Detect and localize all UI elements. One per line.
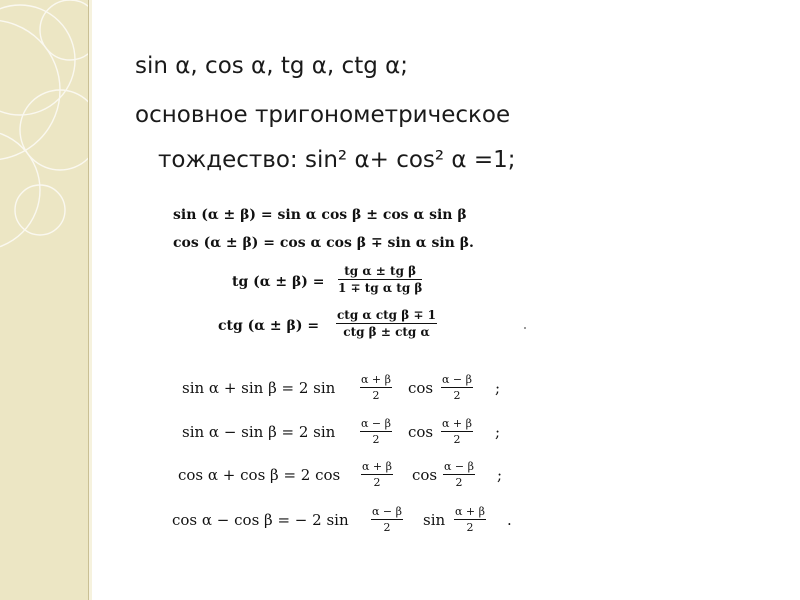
formula-sum-cos-left: cos α + cos β = 2 cos	[178, 466, 341, 484]
tg-numerator: tg α ± tg β	[338, 264, 422, 280]
formula-diff-cos-frac-1	[371, 505, 403, 534]
formula-diff-cos-mid: sin	[423, 511, 446, 529]
formula-sum-cos-frac-2	[443, 460, 475, 489]
decorative-sidebar	[0, 0, 88, 600]
formula-cos-sum: cos (α ± β) = cos α cos β ∓ sin α sin β.	[173, 235, 474, 251]
fraction-numerator: α − β	[372, 505, 402, 518]
formula-diff-cos-end: .	[507, 511, 512, 529]
fraction-denominator: 2	[453, 433, 461, 446]
fraction-denominator: 2	[372, 389, 380, 402]
formula-diff-cos-left: cos α − cos β = − 2 sin	[172, 511, 349, 529]
formula-tg-left: tg (α ± β) =	[232, 274, 325, 290]
formula-sum-sin-left: sin α + sin β = 2 sin	[182, 379, 336, 397]
fraction-denominator: 2	[373, 476, 381, 489]
formula-sum-sin-end: ;	[495, 379, 501, 397]
formula-diff-sin-frac-2	[441, 417, 473, 446]
ctg-numerator: ctg α ctg β ∓ 1	[337, 308, 436, 322]
formula-ctg-fraction	[336, 308, 437, 339]
formula-sum-cos-frac-1	[361, 460, 393, 489]
formula-tg-fraction	[338, 264, 422, 295]
fraction-denominator: 2	[466, 521, 474, 534]
sidebar-pattern	[0, 0, 88, 600]
formula-diff-cos-frac-2	[454, 505, 486, 534]
fraction-numerator: α + β	[362, 460, 392, 473]
slide-line-2: основное тригонометрическое	[135, 102, 511, 128]
fraction-numerator: α + β	[455, 505, 485, 518]
formula-diff-sin-left: sin α − sin β = 2 sin	[182, 423, 336, 441]
formula-diff-sin-end: ;	[495, 423, 501, 441]
fraction-denominator: 2	[383, 521, 391, 534]
fraction-numerator: α − β	[361, 417, 391, 430]
fraction-denominator: 2	[455, 476, 463, 489]
tg-denominator: 1 ∓ tg α tg β	[338, 281, 423, 295]
formula-diff-sin-mid: cos	[408, 423, 434, 441]
ctg-denominator: ctg β ± ctg α	[343, 325, 430, 339]
formula-sum-sin-mid: cos	[408, 379, 434, 397]
fraction-denominator: 2	[372, 433, 380, 446]
fraction-numerator: α − β	[444, 460, 474, 473]
formula-sin-sum: sin (α ± β) = sin α cos β ± cos α sin β	[173, 207, 467, 223]
fraction-denominator: 2	[453, 389, 461, 402]
sidebar-edge	[88, 0, 92, 600]
formula-diff-sin-frac-1	[360, 417, 392, 446]
formula-sum-sin-frac-2	[441, 373, 473, 402]
stray-dot	[524, 327, 526, 329]
formula-sum-sin-frac-1	[360, 373, 392, 402]
formula-sum-cos-mid: cos	[412, 466, 438, 484]
formula-ctg-left: ctg (α ± β) =	[218, 318, 320, 334]
slide-line-1: sin α, cos α, tg α, ctg α;	[135, 53, 409, 79]
fraction-numerator: α + β	[442, 417, 472, 430]
fraction-numerator: α + β	[361, 373, 391, 386]
fraction-numerator: α − β	[442, 373, 472, 386]
formula-sum-cos-end: ;	[497, 466, 503, 484]
slide-line-3: тождество: sin² α+ cos² α =1;	[158, 147, 516, 173]
